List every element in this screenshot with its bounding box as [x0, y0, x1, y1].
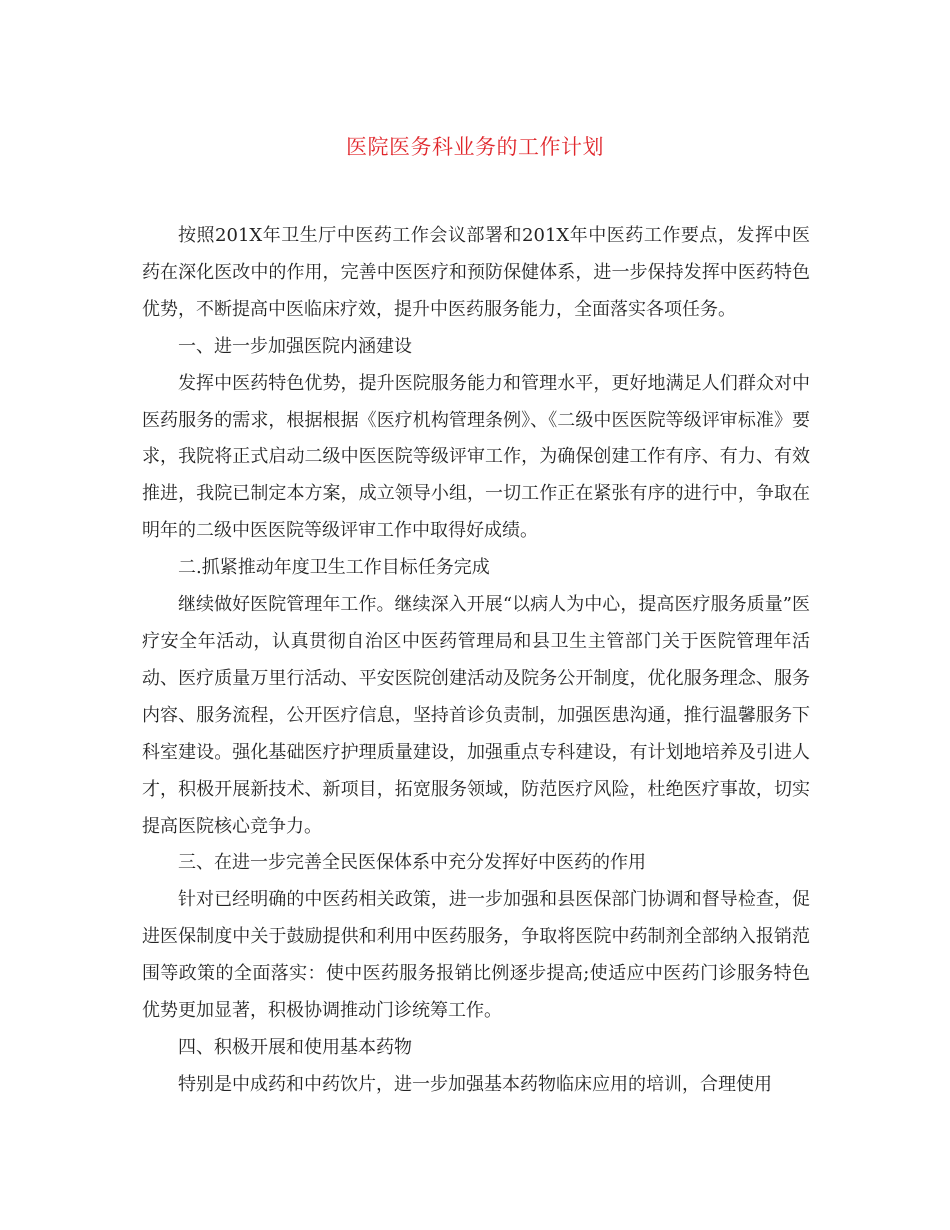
document-title: 医院医务科业务的工作计划	[346, 135, 604, 159]
section-paragraph-4: 特别是中成药和中药饮片，进一步加强基本药物临床应用的培训，合理使用	[178, 1073, 772, 1095]
section-paragraph-1: 发挥中医药特色优势，提升医院服务能力和管理水平，更好地满足人们群众对中医药服务的需求，根据根据《医疗机构管理条例》、《二级中医医院等级评审标准》要求，我院将正式启动二级中医医院等级评审工作，为确保创建工作有序、有力、有效推进，我院已制定本方案，成立领导小组，一切工作正在紧张有序的进行中，争取在明年的二级中医医院等级评审工作中取得好成绩。	[142, 372, 810, 542]
section-paragraph-3: 针对已经明确的中医药相关政策，进一步加强和县医保部门协调和督导检查，促进医保制度中关于鼓励提供和利用中医药服务，争取将医院中药制剂全部纳入报销范围等政策的全面落实：使中医药服务报销比例逐步提高;使适应中医药门诊服务特色优势更加显著，积极协调推动门诊统筹工作。	[142, 889, 810, 1022]
document-body	[142, 218, 810, 1104]
section-heading-4: 四、积极开展和使用基本药物	[178, 1036, 412, 1058]
section-paragraph-2: 继续做好医院管理年工作。继续深入开展“以病人为中心，提高医疗服务质量”医疗安全年活动，认真贯彻自治区中医药管理局和县卫生主管部门关于医院管理年活动、医疗质量万里行活动、平安医院创建活动及院务公开制度，优化服务理念、服务内容、服务流程，公开医疗信息，坚持首诊负责制，加强医患沟通，推行温馨服务下科室建设。强化基础医疗护理质量建设，加强重点专科建设，有计划地培养及引进人才，积极开展新技术、新项目，拓宽服务领域，防范医疗风险，杜绝医疗事故，切实提高医院核心竞争力。	[142, 594, 810, 837]
section-heading-2: 二.抓紧推动年度卫生工作目标任务完成	[178, 557, 490, 579]
section-heading-3: 三、在进一步完善全民医保体系中充分发挥好中医药的作用	[178, 852, 646, 874]
intro-paragraph: 按照201X年卫生厅中医药工作会议部署和201X年中医药工作要点，发挥中医药在深化医改中的作用，完善中医医疗和预防保健体系，进一步保持发挥中医药特色优势，不断提高中医临床疗效，提升中医药服务能力，全面落实各项任务。	[142, 225, 810, 320]
section-heading-1: 一、进一步加强医院内涵建设	[178, 335, 412, 357]
